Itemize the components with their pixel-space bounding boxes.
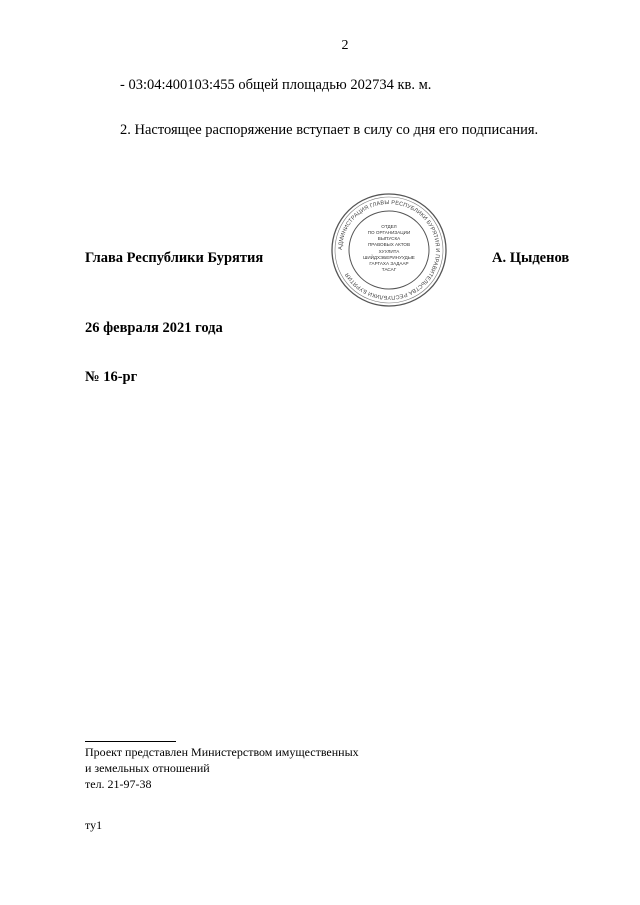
footnote-line: и земельных отношений [85,761,210,775]
document-date: 26 февраля 2021 года [85,320,223,336]
seal-center-line: ОТДЕЛ [381,224,397,229]
page-number: 2 [341,38,349,53]
signatory-title: Глава Республики Бурятия [85,250,264,266]
official-seal-icon [330,192,448,308]
document-number: № 16-рг [85,369,138,385]
point-2-text: 2. Настоящее распоряжение вступает в силу со дня его подписания. [120,122,539,138]
seal-center-line: ПРАВОВЫХ АКТОВ [367,242,411,247]
footnote-phone: тел. 21-97-38 [85,777,152,791]
seal-outer-text: АДМИНИСТРАЦИЯ ГЛАВЫ РЕСПУБЛИКИ БУРЯТИЯ И ПРАВИТЕЛЬСТВА РЕСПУБЛИКИ БУРЯТИЯ [337,199,441,301]
seal-center-line: ВЫПУСКА [377,236,401,241]
seal-center-line: ШИЙДХЭБЕРИНУУДЫЕ [363,255,415,260]
executor-code: ту1 [85,818,103,832]
seal-center-line: ХУУЛИТА [378,249,400,254]
seal-center-line: ПО ОРГАНИЗАЦИИ [367,230,411,235]
footnote-line: Проект представлен Министерством имущественных [85,745,359,759]
footnote-divider [85,741,176,742]
seal-center-line: ТАСАГ [381,267,397,272]
seal-center-line: ГАРГАХА ЗАДААР [369,261,409,266]
signatory-name: А. Цыденов [492,250,570,266]
cadastral-line: - 03:04:400103:455 общей площадью 202734 кв. м. [120,77,432,93]
